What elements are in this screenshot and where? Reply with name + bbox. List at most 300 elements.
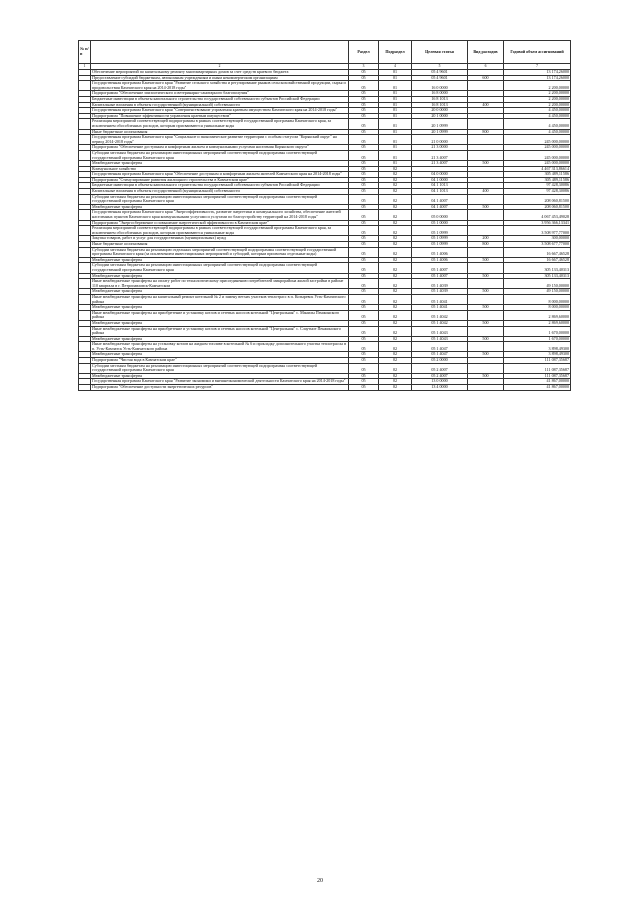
column-number: 6 (468, 64, 504, 70)
name-cell: Обеспечение мероприятий по капитальному ремонту многоквартирных домов за счет средств краевого бюджета (91, 70, 349, 76)
expense-cell: 500 (468, 352, 504, 358)
section-cell: 05 (349, 294, 379, 304)
table-row (79, 342, 571, 352)
name-cell: Межбюджетные трансферты (91, 352, 349, 358)
expense-cell: 500 (468, 257, 504, 263)
name-cell: Межбюджетные трансферты (91, 289, 349, 295)
name-cell: Капитальные вложения в объекты государственной (муниципальной) собственности (91, 189, 349, 195)
amount-cell: 300,00000 (504, 236, 571, 242)
table-row (79, 119, 571, 129)
expense-cell (468, 135, 504, 145)
amount-cell: 4 450,00000 (504, 129, 571, 135)
expense-cell (468, 194, 504, 204)
subsection-cell: 02 (379, 305, 412, 311)
header-subsection: Подраздел (379, 41, 412, 64)
subsection-cell: 02 (379, 294, 412, 304)
name-cell: Государственная программа Камчатского края "Энергоэффективность, развитие энергетики и коммунального хозяйства, обеспечение жителей населенных пунктов Камчатского края коммунальными услугами и услугами по благоустройству территорий на 2014-2018 годы" (91, 210, 349, 220)
expense-cell (468, 210, 504, 220)
expense-cell: 800 (468, 129, 504, 135)
target-cell: 05 1 4007 (412, 273, 468, 279)
header-target: Целевая статья (412, 41, 468, 64)
header-name (91, 41, 349, 64)
name-cell: Государственная программа Камчатского края "Обеспечение доступным и комфортным жильем жителей Камчатского края на 2014-2018 годы" (91, 172, 349, 178)
section-cell: 05 (349, 91, 379, 97)
amount-cell: 208 060,81500 (504, 194, 571, 204)
name-cell: Предоставление субсидий бюджетным, автономным учреждениям и иным некоммерческим организациям (91, 75, 349, 81)
name-cell: Подпрограмма "Обеспечение доступности энергетических ресурсов" (91, 385, 349, 391)
header-num: № п/п (79, 41, 91, 64)
subsection-cell: 02 (379, 352, 412, 358)
expense-cell: 400 (468, 189, 504, 195)
target-cell: 21 3 0000 (412, 145, 468, 151)
expense-cell (468, 263, 504, 273)
num-cell (79, 263, 91, 273)
section-cell: 05 (349, 189, 379, 195)
target-cell: 05 1 4043 (412, 326, 468, 336)
amount-cell: 4 067 453,49028 (504, 210, 571, 220)
expense-cell (468, 279, 504, 289)
column-number: 7 (504, 64, 571, 70)
column-number: 3 (349, 64, 379, 70)
subsection-cell: 02 (379, 204, 412, 210)
table-body (79, 70, 571, 391)
amount-cell: 3 898,49300 (504, 352, 571, 358)
page-number: 20 (317, 878, 323, 884)
amount-cell: 16 667,46528 (504, 257, 571, 263)
name-cell: Межбюджетные трансферты (91, 204, 349, 210)
section-cell: 05 (349, 385, 379, 391)
amount-cell: 41 867,00000 (504, 379, 571, 385)
table-row (79, 81, 571, 91)
name-cell: Государственная программа Камчатского края "Социальное и экономическое развитие территории с особым статусом "Корякский округ" на период 2014-2018 годы" (91, 135, 349, 145)
name-cell: Подпрограмма "Обеспечение доступным и комфортным жильем и коммунальными услугами населения Корякского округа" (91, 145, 349, 151)
amount-cell: 1 670,00000 (504, 326, 571, 336)
target-cell: 05 2 4007 (412, 363, 468, 373)
target-cell: 05 2 4007 (412, 373, 468, 379)
table-row (79, 150, 571, 160)
table-row (79, 210, 571, 220)
subsection-cell: 01 (379, 119, 412, 129)
amount-cell: 4 450,00000 (504, 113, 571, 119)
section-cell: 05 (349, 172, 379, 178)
expense-cell (468, 247, 504, 257)
budget-table-container (78, 40, 570, 391)
column-number: 1 (79, 64, 91, 70)
amount-cell: 305 489,11586 (504, 177, 571, 183)
amount-cell: 4 450,00000 (504, 108, 571, 114)
name-cell: Межбюджетные трансферты (91, 320, 349, 326)
target-cell: 04 1 1013 (412, 189, 468, 195)
amount-cell: 305 133,40313 (504, 263, 571, 273)
column-number: 4 (379, 64, 412, 70)
section-cell: 05 (349, 279, 379, 289)
target-cell: 05 1 4039 (412, 279, 468, 289)
section-cell: 05 (349, 119, 379, 129)
subsection-cell: 01 (379, 81, 412, 91)
subsection-cell: 02 (379, 342, 412, 352)
name-cell: Подпрограмма "Повышение эффективности управления краевым имуществом" (91, 113, 349, 119)
expense-cell: 500 (468, 336, 504, 342)
target-cell: 05 1 4039 (412, 289, 468, 295)
column-number: 2 (91, 64, 349, 70)
subsection-cell: 02 (379, 273, 412, 279)
expense-cell: 500 (468, 320, 504, 326)
num-cell (79, 385, 91, 391)
subsection-cell: 02 (379, 257, 412, 263)
subsection-cell: 02 (379, 358, 412, 364)
subsection-cell: 01 (379, 91, 412, 97)
amount-cell: 245 000,00000 (504, 161, 571, 167)
amount-cell: 208 060,81500 (504, 204, 571, 210)
expense-cell: 500 (468, 273, 504, 279)
amount-cell: 245 000,00000 (504, 145, 571, 151)
subsection-cell: 02 (379, 326, 412, 336)
target-cell: 04 0 0000 (412, 172, 468, 178)
subsection-cell: 01 (379, 96, 412, 102)
amount-cell: 111 087,35687 (504, 363, 571, 373)
name-cell: Подпрограмма "Обеспечение эпизоотического и ветеринарно-санитарного благополучия" (91, 91, 349, 97)
table-header-row (79, 41, 571, 64)
name-cell: Иные межбюджетные трансферты на приобретение и установку котлов и сетевых насосов котельной "Центральная" с. Манилы Пенжинского района (91, 310, 349, 320)
section-cell: 05 (349, 210, 379, 220)
subsection-cell: 02 (379, 166, 412, 172)
table-row (79, 226, 571, 236)
num-cell (79, 247, 91, 257)
name-cell: Подпрограмма "Стимулирование развития жилищного строительства в Камчатском крае" (91, 177, 349, 183)
section-cell: 05 (349, 247, 379, 257)
section-cell: 05 (349, 135, 379, 145)
table-row (79, 194, 571, 204)
amount-cell: 2 200,00000 (504, 102, 571, 108)
name-cell: Закупка товаров, работ и услуг для государственных (муниципальных) нужд (91, 236, 349, 242)
name-cell: Государственная программа Камчатского края "Развитие экономики и внешнеэкономической деятельности Камчатского края на 2014-2018 годы" (91, 379, 349, 385)
name-cell: Бюджетные инвестиции в объекты капитального строительства государственной собственности субъектов Российской Федерации (91, 183, 349, 189)
table-row (79, 135, 571, 145)
subsection-cell: 02 (379, 279, 412, 289)
section-cell: 05 (349, 102, 379, 108)
amount-cell: 97 428,30086 (504, 189, 571, 195)
subsection-cell: 02 (379, 194, 412, 204)
table-row (79, 263, 571, 273)
target-cell: 16 8 1013 (412, 102, 468, 108)
amount-cell: 8 000,00000 (504, 305, 571, 311)
amount-cell: 49 150,00000 (504, 279, 571, 289)
expense-cell (468, 363, 504, 373)
expense-cell: 200 (468, 236, 504, 242)
section-cell: 05 (349, 194, 379, 204)
section-cell: 05 (349, 70, 379, 76)
name-cell: Субсидии местным бюджетам на реализацию инвестиционных мероприятий соответствующей подпрограммы соответствующей государственной программы Камчатского края (91, 150, 349, 160)
amount-cell: 305 133,40313 (504, 273, 571, 279)
subsection-cell: 02 (379, 247, 412, 257)
amount-cell: 16 667,46528 (504, 247, 571, 257)
table-row (79, 385, 571, 391)
amount-cell: 111 087,35687 (504, 358, 571, 364)
target-cell: 13 0 0000 (412, 379, 468, 385)
target-cell: 05 4 9601 (412, 70, 468, 76)
section-cell: 05 (349, 263, 379, 273)
subsection-cell: 02 (379, 210, 412, 220)
table-row (79, 247, 571, 257)
num-cell (79, 363, 91, 373)
expense-cell (468, 150, 504, 160)
name-cell: Реализация мероприятий соответствующей подпрограммы в рамках соответствующей государственной программы Камчатского края, за исключением обособленных расходов, которым присваиваются уникальные коды (91, 119, 349, 129)
name-cell: Коммунальное хозяйство (91, 166, 349, 172)
section-cell: 05 (349, 336, 379, 342)
amount-cell: 13 174,26000 (504, 75, 571, 81)
section-cell: 05 (349, 204, 379, 210)
table-row (79, 279, 571, 289)
section-cell: 05 (349, 226, 379, 236)
name-cell: Субсидии местным бюджетам на реализацию инвестиционных мероприятий соответствующей подпрограммы соответствующей государственной программы Камчатского края (91, 363, 349, 373)
amount-cell: 2 200,00000 (504, 81, 571, 91)
target-cell: 05 1 4006 (412, 257, 468, 263)
section-cell: 05 (349, 96, 379, 102)
expense-cell: 600 (468, 75, 504, 81)
target-cell: 04 1 0000 (412, 177, 468, 183)
table-row (79, 310, 571, 320)
amount-cell: 111 087,35687 (504, 373, 571, 379)
target-cell: 05 1 0999 (412, 242, 468, 248)
target-cell: 20 1 0999 (412, 129, 468, 135)
target-cell: 05 1 4041 (412, 305, 468, 311)
section-cell: 05 (349, 326, 379, 336)
section-cell: 05 (349, 320, 379, 326)
section-cell: 05 (349, 373, 379, 379)
target-cell: 05 1 4041 (412, 294, 468, 304)
section-cell: 05 (349, 305, 379, 311)
subsection-cell: 02 (379, 236, 412, 242)
section-cell: 05 (349, 257, 379, 263)
subsection-cell: 02 (379, 373, 412, 379)
target-cell: 05 0 0000 (412, 210, 468, 220)
name-cell: Иные бюджетные ассигнования (91, 242, 349, 248)
target-cell: 05 1 0000 (412, 220, 468, 226)
target-cell: 05 1 0999 (412, 226, 468, 236)
expense-cell (468, 310, 504, 320)
amount-cell: 8 000,00000 (504, 294, 571, 304)
subsection-cell: 01 (379, 102, 412, 108)
expense-cell: 400 (468, 102, 504, 108)
amount-cell: 2 200,00000 (504, 96, 571, 102)
name-cell: Иные бюджетные ассигнования (91, 129, 349, 135)
column-number: 5 (412, 64, 468, 70)
name-cell: Субсидии местным бюджетам на реализацию отдельных мероприятий соответствующей подпрограммы соответствующей государственной программы Камчатского края (за исключением инвестиционных мероприятий и субсидий, которым присвоены отдельные коды) (91, 247, 349, 257)
name-cell: Иные межбюджетные трансферты на приобретение и установку котлов и сетевых насосов котельной "Центральная" с. Слаутное Пенжинского района (91, 326, 349, 336)
num-cell (79, 194, 91, 204)
num-cell (79, 150, 91, 160)
subsection-cell: 01 (379, 70, 412, 76)
subsection-cell: 02 (379, 242, 412, 248)
section-cell: 05 (349, 273, 379, 279)
subsection-cell: 02 (379, 183, 412, 189)
amount-cell: 2 200,00000 (504, 91, 571, 97)
target-cell: 13 4 0000 (412, 385, 468, 391)
num-cell (79, 81, 91, 91)
budget-table (78, 40, 571, 391)
subsection-cell: 02 (379, 363, 412, 373)
subsection-cell: 02 (379, 220, 412, 226)
expense-cell (468, 294, 504, 304)
amount-cell: 49 150,00000 (504, 289, 571, 295)
num-cell (79, 310, 91, 320)
target-cell: 05 1 4007 (412, 263, 468, 273)
section-cell: 05 (349, 150, 379, 160)
target-cell: 05 1 4043 (412, 336, 468, 342)
subsection-cell: 01 (379, 129, 412, 135)
section-cell: 05 (349, 183, 379, 189)
target-cell: 05 1 4047 (412, 342, 468, 352)
amount-cell: 3 508 677,77000 (504, 242, 571, 248)
name-cell: Межбюджетные трансферты (91, 273, 349, 279)
expense-cell: 500 (468, 161, 504, 167)
name-cell: Подпрограмма "Энергосбережение и повышение энергетической эффективности в Камчатском крае" (91, 220, 349, 226)
target-cell: 20 0 0000 (412, 108, 468, 114)
amount-cell: 97 428,30086 (504, 183, 571, 189)
subsection-cell: 01 (379, 145, 412, 151)
name-cell: Межбюджетные трансферты (91, 257, 349, 263)
num-cell (79, 119, 91, 129)
subsection-cell: 02 (379, 172, 412, 178)
section-cell: 05 (349, 145, 379, 151)
section-cell: 05 (349, 342, 379, 352)
section-cell: 05 (349, 289, 379, 295)
name-cell: Иные межбюджетные трансферты на капитальный ремонт котельной № 2 и замену ветхих участков теплотрасс в п. Козыревск Усть-Камчатского района (91, 294, 349, 304)
section-cell: 05 (349, 177, 379, 183)
name-cell: Иные межбюджетные трансферты на установку котлов на жидком топливе в котельной № 6 и прокладку дополнительного участка теплотрассы в п. Усть-Камчатск Усть-Камчатского района (91, 342, 349, 352)
amount-cell: 305 489,11586 (504, 172, 571, 178)
name-cell: Иные межбюджетные трансферты на оплату работ по технологическому присоединению потребителей микрорайона жилой застройки в районе 110 квартала в г. Петропавловск-Камчатском (91, 279, 349, 289)
subsection-cell: 02 (379, 177, 412, 183)
target-cell: 04 1 1013 (412, 183, 468, 189)
section-cell: 05 (349, 242, 379, 248)
amount-cell: 1 670,00000 (504, 336, 571, 342)
name-cell: Подпрограмма "Чистая вода в Камчатском крае" (91, 358, 349, 364)
target-cell: 05 1 4042 (412, 320, 468, 326)
amount-cell: 2 869,60000 (504, 320, 571, 326)
subsection-cell: 02 (379, 310, 412, 320)
expense-cell (468, 81, 504, 91)
expense-cell: 500 (468, 289, 504, 295)
name-cell: Бюджетные инвестиции в объекты капитального строительства государственной собственности субъектов Российской Федерации (91, 96, 349, 102)
subsection-cell: 02 (379, 189, 412, 195)
subsection-cell: 01 (379, 113, 412, 119)
target-cell: 05 4 9601 (412, 75, 468, 81)
target-cell: 05 1 4006 (412, 247, 468, 257)
num-cell (79, 326, 91, 336)
subsection-cell: 02 (379, 385, 412, 391)
target-cell: 04 1 4007 (412, 194, 468, 204)
subsection-cell: 01 (379, 75, 412, 81)
target-cell: 16 8 0000 (412, 91, 468, 97)
table-row (79, 326, 571, 336)
expense-cell: 500 (468, 204, 504, 210)
target-cell: 05 1 0999 (412, 236, 468, 242)
section-cell: 05 (349, 358, 379, 364)
header-amount: Годовой объем ассигнований (504, 41, 571, 64)
expense-cell: 500 (468, 305, 504, 311)
amount-cell: 3 508 977,77000 (504, 226, 571, 236)
section-cell: 05 (349, 108, 379, 114)
subsection-cell: 02 (379, 320, 412, 326)
num-cell (79, 135, 91, 145)
amount-cell: 2 869,60000 (504, 310, 571, 320)
section-cell: 05 (349, 379, 379, 385)
amount-cell: 41 867,00000 (504, 385, 571, 391)
subsection-cell: 02 (379, 336, 412, 342)
target-cell: 05 1 4042 (412, 310, 468, 320)
name-cell: Межбюджетные трансферты (91, 336, 349, 342)
subsection-cell: 01 (379, 161, 412, 167)
section-cell: 05 (349, 75, 379, 81)
expense-cell (468, 226, 504, 236)
name-cell: Государственная программа Камчатского края "Развитие сельского хозяйства и регулирование рынков сельскохозяйственной продукции, сырья и продовольствия Камчатского края на 2014-2018 годы" (91, 81, 349, 91)
num-cell (79, 279, 91, 289)
num-cell (79, 210, 91, 220)
section-cell: 05 (349, 129, 379, 135)
amount-cell: 245 000,00000 (504, 150, 571, 160)
section-cell: 05 (349, 310, 379, 320)
table-row (79, 294, 571, 304)
subsection-cell: 02 (379, 263, 412, 273)
name-cell: Государственная программа Камчатского края "Совершенствование управления краевым имуществом Камчатского края на 2014-2018 годы" (91, 108, 349, 114)
subsection-cell: 01 (379, 108, 412, 114)
expense-cell (468, 326, 504, 336)
name-cell: Межбюджетные трансферты (91, 161, 349, 167)
amount-cell: 245 000,00000 (504, 135, 571, 145)
target-cell: 20 1 0999 (412, 119, 468, 129)
expense-cell: 800 (468, 242, 504, 248)
amount-cell: 3 898,49300 (504, 342, 571, 352)
name-cell: Реализация мероприятий соответствующей подпрограммы в рамках соответствующей государственной программы Камчатского края, за исключением обособленных расходов, которым присваиваются уникальные коды (91, 226, 349, 236)
section-cell: 05 (349, 113, 379, 119)
target-cell: 04 1 4007 (412, 204, 468, 210)
section-cell: 05 (349, 352, 379, 358)
section-cell: 05 (349, 220, 379, 226)
expense-cell: 500 (468, 373, 504, 379)
name-cell: Капитальные вложения в объекты государственной (муниципальной) собственности (91, 102, 349, 108)
num-cell (79, 342, 91, 352)
target-cell: 16 0 0000 (412, 81, 468, 91)
subsection-cell: 02 (379, 289, 412, 295)
section-cell: 05 (349, 161, 379, 167)
name-cell: Межбюджетные трансферты (91, 373, 349, 379)
subsection-cell: 01 (379, 150, 412, 160)
target-cell: 21 0 0000 (412, 135, 468, 145)
amount-cell: 4 467 313,86614 (504, 166, 571, 172)
target-cell: 21 3 4007 (412, 161, 468, 167)
section-cell: 05 (349, 81, 379, 91)
header-section: Раздел (349, 41, 379, 64)
expense-cell (468, 119, 504, 129)
section-cell: 05 (349, 166, 379, 172)
num-cell (79, 226, 91, 236)
num-cell (79, 294, 91, 304)
target-cell: 20 1 0000 (412, 113, 468, 119)
name-cell: Межбюджетные трансферты (91, 305, 349, 311)
target-cell: 05 1 4047 (412, 352, 468, 358)
subsection-cell: 02 (379, 379, 412, 385)
expense-cell (468, 342, 504, 352)
amount-cell: 3 956 366,13341 (504, 220, 571, 226)
name-cell: Субсидии местным бюджетам на реализацию инвестиционных мероприятий соответствующей подпрограммы соответствующей государственной программы Камчатского края (91, 194, 349, 204)
name-cell: Субсидии местным бюджетам на реализацию инвестиционных мероприятий соответствующей подпрограммы соответствующей государственной программы Камчатского края (91, 263, 349, 273)
subsection-cell: 02 (379, 226, 412, 236)
section-cell: 05 (349, 363, 379, 373)
amount-cell: 4 450,00000 (504, 119, 571, 129)
section-cell: 05 (349, 236, 379, 242)
amount-cell: 13 174,26000 (504, 70, 571, 76)
